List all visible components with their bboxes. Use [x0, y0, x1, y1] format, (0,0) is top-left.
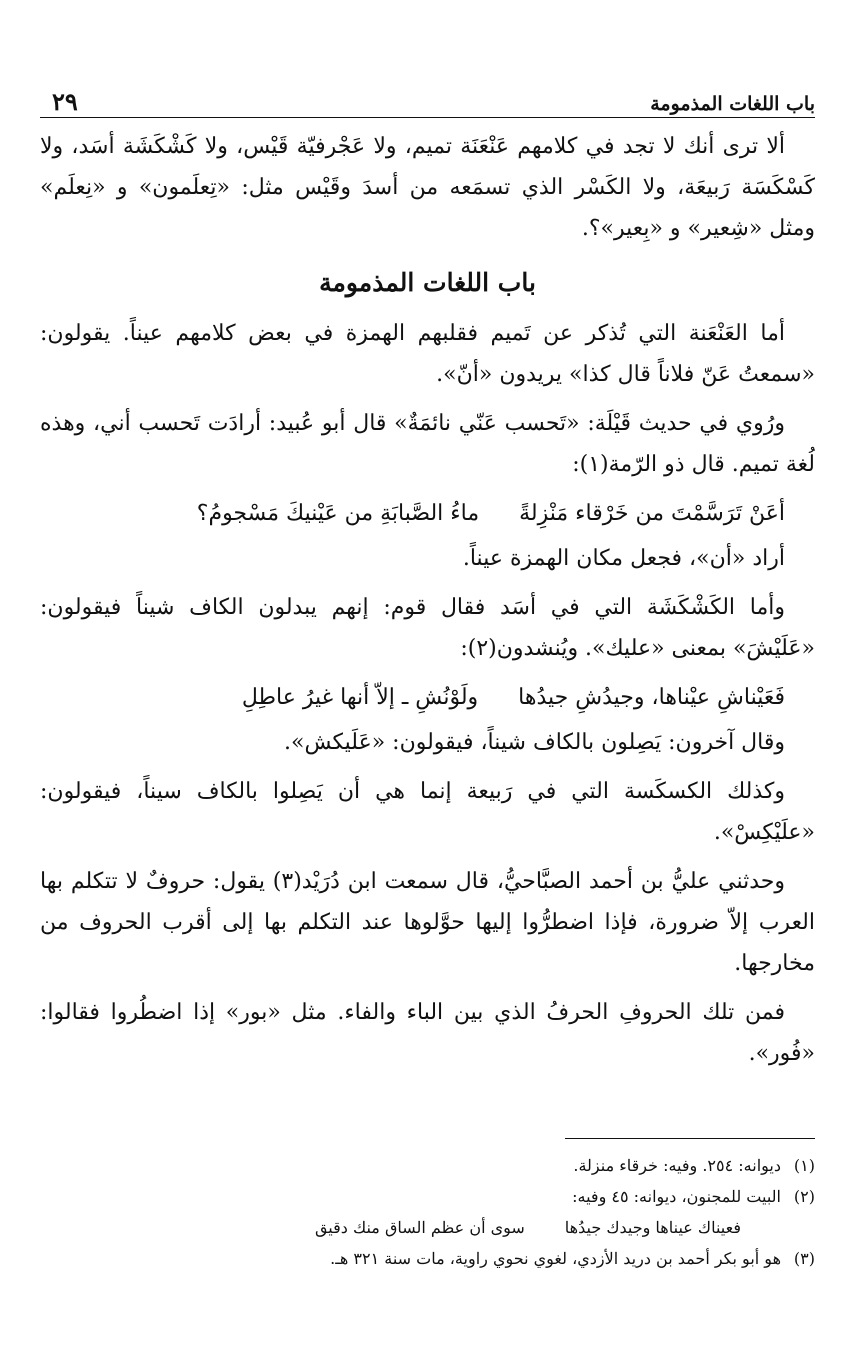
paragraph-verse-explanation: أراد «أن»، فجعل مكان الهمزة عيناً.: [462, 546, 785, 571]
paragraph-qayla-hadith: ورُوي في حديث قَيْلَة: «تَحسب عَنّي نائمَةٌ» قال أبو عُبيد: أرادَت تَحسب أني، وهذه لُغة تميم. قال ذو الرّمة(١):: [40, 411, 815, 477]
paragraph-kashkasha: وأما الكَشْكَشَة التي في أسَد فقال قوم: إنهم يبدلون الكاف شيناً فيقولون: «عَلَيْشَ» بمعنى «عليك». ويُنشدون(٢):: [40, 595, 815, 661]
footnote-text: البيت للمجنون، ديوانه: ٤٥ وفيه:: [572, 1187, 781, 1206]
running-header-title: باب اللغات المذمومة: [650, 93, 815, 115]
verse-second-hemistich: سوى أن عظم الساق منك دقيق: [314, 1218, 525, 1237]
footnote-3: [40, 1243, 815, 1274]
footnote-number: (٢): [793, 1187, 815, 1206]
paragraph-ba-fa-letter: فمن تلك الحروفِ الحرفُ الذي بين الباء والفاء. مثل «بور» إذا اضطُروا فقالوا: «فُور».: [40, 1000, 815, 1066]
verse-second-hemistich: ماءُ الصَّبابَةِ من عَيْنيكَ مَسْجومُ؟: [196, 501, 480, 526]
footnote-2: [40, 1181, 815, 1212]
footnote-divider: [565, 1138, 815, 1139]
paragraph-intro: ألا ترى أنك لا تجد في كلامهم عَنْعَنَة تميم، ولا عَجْرفيّة قَيْس، ولا كَشْكَشَة أسَد، ولا كَسْكَسَة رَبيعَة، ولا الكَسْر الذي تسمَعه من أسدَ وقَيْس مثل: «تِعلَمون» و «نِعلَم» ومثل «شِعير» و «بِعير»؟.: [40, 134, 815, 241]
verse-dhu-al-rumma: [40, 493, 815, 534]
footnote-number: (٣): [793, 1249, 815, 1268]
verse-second-hemistich: ولَوْنُشِ ـ إلاّ أنها غيرُ عاطِلِ: [241, 685, 479, 710]
verse-first-hemistich: فَعَيْناشِ عيْناها، وجيدُشِ جيدُها: [518, 685, 785, 710]
verse-first-hemistich: أعَنْ تَرَسَّمْتَ من خَرْقاء مَنْزِلةً: [519, 501, 785, 526]
footnote-1: [40, 1150, 815, 1181]
paragraph-ibn-durayd: وحدثني عليُّ بن أحمد الصبَّاحيُّ، قال سمعت ابن دُرَيْد(٣) يقول: حروفٌ لا تتكلم بها العرب إلاّ ضرورة، فإذا اضطرُّوا إليها حوَّلوها عند التكلم بها إلى أقرب الحروف من مخارجها.: [40, 869, 816, 976]
paragraph-kaskasa: وكذلك الكسكَسة التي في رَبيعة إنما هي أن يَصِلوا بالكاف سيناً، فيقولون: «علَيْكِسْ».: [40, 779, 815, 845]
section-title: باب اللغات المذمومة: [319, 268, 536, 297]
footnote-text: ديوانه: ٢٥٤. وفيه: خرقاء منزلة.: [573, 1156, 781, 1175]
main-text: [40, 126, 815, 1082]
verse-kashkasha: [40, 677, 815, 718]
paragraph-others-say: وقال آخرون: يَصِلون بالكاف شيناً، فيقولون: «عَلَيكش».: [284, 730, 785, 755]
footnote-number: (١): [793, 1156, 815, 1175]
footnote-text: هو أبو بكر أحمد بن دريد الأزدي، لغوي نحوي راوية، مات سنة ٣٢١ هـ.: [330, 1249, 781, 1268]
footnote-2-verse: [40, 1212, 815, 1243]
page-number: ٢٩: [52, 87, 78, 116]
verse-first-hemistich: فعيناك عيناها وجيدك جيدُها: [564, 1218, 741, 1237]
footnotes: [40, 1150, 815, 1274]
running-header: [40, 82, 815, 114]
paragraph-anana: أما العَنْعَنة التي تُذكر عن تَميم فقلبهم الهمزة في بعض كلامهم عيناً. يقولون: «سمعتُ عَنّ فلاناً قال كذا» يريدون «أنّ».: [40, 321, 815, 387]
header-divider: [40, 117, 815, 118]
